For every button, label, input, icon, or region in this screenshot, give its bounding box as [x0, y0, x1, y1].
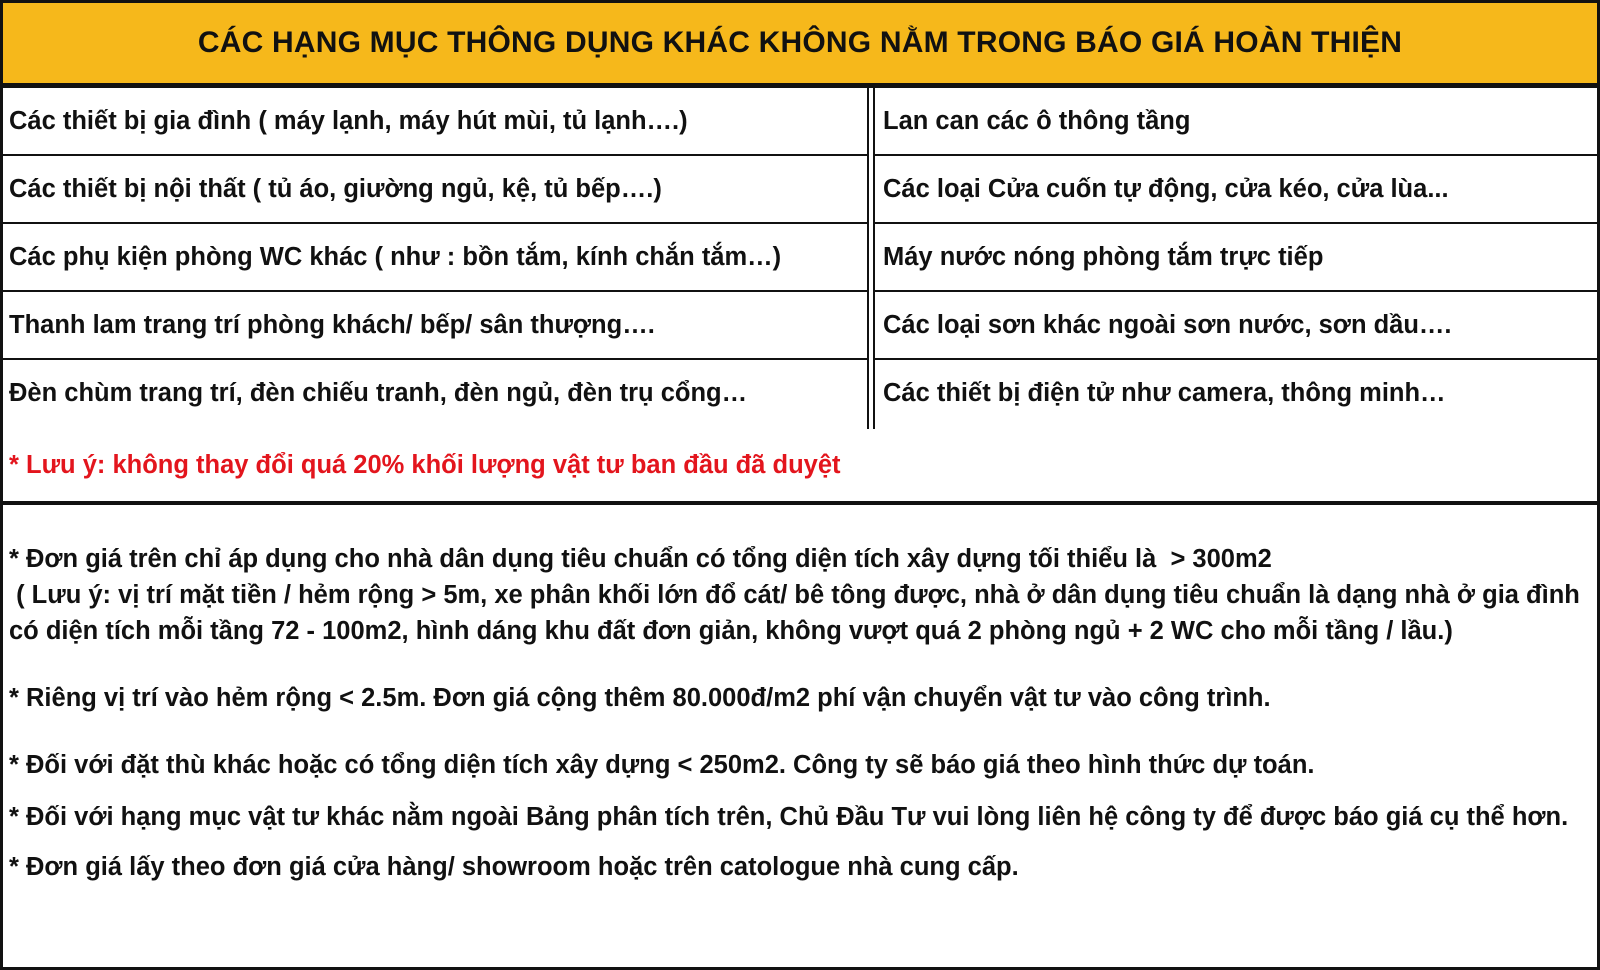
- table-cell-left: Đèn chùm trang trí, đèn chiếu tranh, đèn ngủ, đèn trụ cổng…: [9, 378, 748, 407]
- note-text: * Lưu ý: không thay đổi quá 20% khối lượng vật tư ban đầu đã duyệt: [9, 450, 841, 479]
- term-item: * Riêng vị trí vào hẻm rộng < 2.5m. Đơn giá cộng thêm 80.000đ/m2 phí vận chuyển vật tư vào công trình.: [9, 684, 1271, 712]
- exclusions-table: [0, 88, 1600, 429]
- table-cell-right: Các loại sơn khác ngoài sơn nước, sơn dầu….: [883, 310, 1452, 339]
- page-title: [0, 0, 1600, 88]
- table-cell-left: Các thiết bị nội thất ( tủ áo, giường ngủ, kệ, tủ bếp….): [9, 174, 662, 203]
- table-cell-right: Máy nước nóng phòng tắm trực tiếp: [883, 242, 1324, 271]
- term-item: * Đối với đặt thù khác hoặc có tổng diện tích xây dựng < 250m2. Công ty sẽ báo giá theo hình thức dự toán.: [9, 751, 1315, 779]
- table-cell-right: Các thiết bị điện tử như camera, thông minh…: [883, 378, 1446, 407]
- term-item: * Đơn giá lấy theo đơn giá cửa hàng/ showroom hoặc trên catologue nhà cung cấp.: [9, 853, 1019, 881]
- table-cell-right: Các loại Cửa cuốn tự động, cửa kéo, cửa lùa...: [883, 174, 1449, 203]
- table-cell-left: Các phụ kiện phòng WC khác ( như : bồn tắm, kính chắn tắm…): [9, 242, 782, 271]
- table-cell-right: Lan can các ô thông tầng: [883, 106, 1191, 135]
- note-row: [0, 429, 1600, 505]
- term-item: * Đơn giá trên chỉ áp dụng cho nhà dân dụng tiêu chuẩn có tổng diện tích xây dựng tối thiểu là > 300m2 ( Lưu ý: vị trí mặt tiền / hẻm rộng > 5m, xe phân khối lớn đổ cát/ bê tông được, nhà ở dân dụng tiêu chuẩn là dạng nhà ở gia đình có diện tích mỗi tầng 72 - 100m2, hình dáng khu đất đơn giản, không vượt quá 2 phòng ngủ + 2 WC cho mỗi tầng / lầu.): [9, 545, 1580, 645]
- term-item: * Đối với hạng mục vật tư khác nằm ngoài Bảng phân tích trên, Chủ Đầu Tư vui lòng liên hệ công ty để được báo giá cụ thể hơn.: [9, 803, 1569, 831]
- table-row: [3, 88, 1597, 156]
- column-divider: [867, 88, 875, 429]
- page-title-text: CÁC HẠNG MỤC THÔNG DỤNG KHÁC KHÔNG NẰM TRONG BÁO GIÁ HOÀN THIỆN: [197, 26, 1403, 59]
- table-cell-left: Thanh lam trang trí phòng khách/ bếp/ sân thượng….: [9, 310, 655, 339]
- table-row: [3, 224, 1597, 292]
- table-row: [3, 156, 1597, 224]
- table-cell-left: Các thiết bị gia đình ( máy lạnh, máy hút mùi, tủ lạnh….): [9, 106, 688, 135]
- table-row: [3, 360, 1597, 428]
- table-row: [3, 292, 1597, 360]
- terms-section: [0, 505, 1600, 970]
